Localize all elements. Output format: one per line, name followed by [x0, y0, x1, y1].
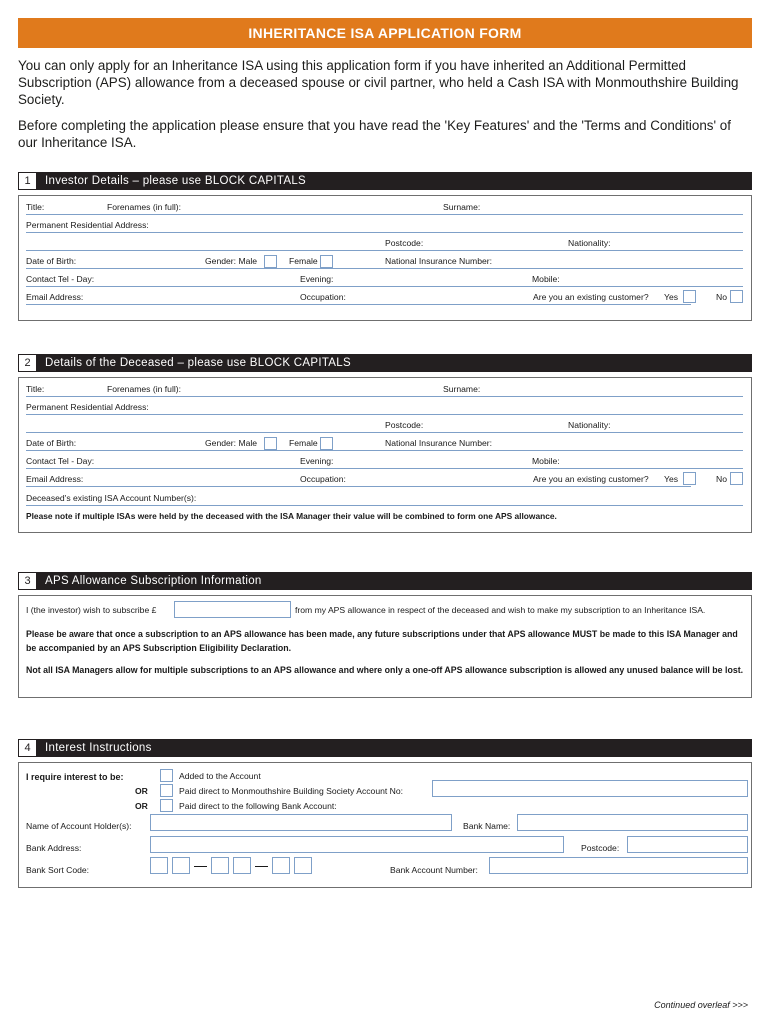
section-3-title: APS Allowance Subscription Information	[45, 575, 262, 587]
interest-instructions-box	[18, 762, 752, 888]
aps-multiple-subscription-note: Not all ISA Managers allow for multiple subscriptions to an APS allowance and where only a one-off APS allowance subscription is allowed any unused balance will be lost.	[26, 665, 744, 675]
investor-evening-label: Evening:	[300, 274, 334, 284]
deceased-male-checkbox[interactable]	[264, 437, 277, 450]
form-title: INHERITANCE ISA APPLICATION FORM	[18, 18, 752, 48]
interest-added-checkbox[interactable]	[160, 769, 173, 782]
deceased-email-line[interactable]	[26, 486, 691, 487]
bank-address-input[interactable]	[150, 836, 564, 853]
deceased-isa-account-label: Deceased's existing ISA Account Number(s):	[26, 493, 197, 503]
investor-address-line-2[interactable]	[26, 250, 743, 251]
deceased-forenames-label: Forenames (in full):	[107, 384, 182, 394]
deceased-no-label: No	[716, 474, 727, 484]
investor-postcode-label: Postcode:	[385, 238, 424, 248]
section-4-header	[18, 739, 752, 757]
investor-no-label: No	[716, 292, 727, 302]
sort-code-digit-6[interactable]	[294, 857, 312, 874]
bank-postcode-label: Postcode:	[581, 843, 620, 853]
deceased-address-line-2[interactable]	[26, 432, 743, 433]
bank-postcode-input[interactable]	[627, 836, 748, 853]
investor-yes-label: Yes	[664, 292, 679, 302]
deceased-ni-label: National Insurance Number:	[385, 438, 492, 448]
deceased-multiple-isa-note: Please note if multiple ISAs were held by the deceased with the ISA Manager their value will be combined to form one APS allowance.	[26, 511, 557, 521]
investor-email-line[interactable]	[26, 304, 691, 305]
account-holder-label: Name of Account Holder(s):	[26, 821, 132, 831]
deceased-nationality-label: Nationality:	[568, 420, 611, 430]
deceased-postcode-label: Postcode:	[385, 420, 424, 430]
section-3-number: 3	[18, 572, 37, 590]
deceased-title-label: Title:	[26, 384, 45, 394]
deceased-mobile-label: Mobile:	[532, 456, 560, 466]
continued-overleaf-text: Continued overleaf >>>	[654, 1000, 748, 1010]
deceased-surname-label: Surname:	[443, 384, 481, 394]
deceased-address-label: Permanent Residential Address:	[26, 402, 149, 412]
investor-address-label: Permanent Residential Address:	[26, 220, 149, 230]
sort-code-label: Bank Sort Code:	[26, 865, 90, 875]
investor-yes-checkbox[interactable]	[683, 290, 696, 303]
investor-gender-male-label: Gender: Male	[205, 256, 258, 266]
sort-code-separator-1	[194, 866, 207, 867]
aps-future-subscription-note: Please be aware that once a subscription to an APS allowance has been made, any future subscriptions under that APS allowance MUST be made to this ISA Manager and be accompanied by an APS Subscription Eligibility Declaration.	[26, 629, 738, 653]
bank-address-label: Bank Address:	[26, 843, 82, 853]
deceased-tel-line[interactable]	[26, 468, 743, 469]
deceased-female-checkbox[interactable]	[320, 437, 333, 450]
deceased-details-box	[18, 377, 752, 533]
sort-code-separator-2	[255, 866, 268, 867]
investor-surname-label: Surname:	[443, 202, 481, 212]
account-holder-input[interactable]	[150, 814, 452, 831]
deceased-name-line[interactable]	[26, 396, 743, 397]
interest-bank-checkbox[interactable]	[160, 799, 173, 812]
section-2-header	[18, 354, 752, 372]
intro-paragraph-1: You can only apply for an Inheritance ISA using this application form if you have inherited an Additional Permitted Subscription (APS) allowance from a deceased spouse or civil partner, who held a Cash ISA with Monmouthshire Building Society.	[18, 58, 739, 107]
investor-forenames-label: Forenames (in full):	[107, 202, 182, 212]
sort-code-digit-2[interactable]	[172, 857, 190, 874]
bank-name-label: Bank Name:	[463, 821, 511, 831]
investor-dob-line[interactable]	[26, 268, 743, 269]
investor-name-line[interactable]	[26, 214, 743, 215]
investor-no-checkbox[interactable]	[730, 290, 743, 303]
section-3-header	[18, 572, 752, 590]
deceased-female-label: Female	[289, 438, 318, 448]
deceased-yes-label: Yes	[664, 474, 679, 484]
deceased-email-label: Email Address:	[26, 474, 84, 484]
interest-mbs-checkbox[interactable]	[160, 784, 173, 797]
investor-address-line-1[interactable]	[26, 232, 743, 233]
investor-tel-line[interactable]	[26, 286, 743, 287]
require-interest-label: I require interest to be:	[26, 772, 124, 782]
deceased-gender-male-label: Gender: Male	[205, 438, 258, 448]
interest-bank-label: Paid direct to the following Bank Account:	[179, 801, 337, 811]
deceased-dob-line[interactable]	[26, 450, 743, 451]
section-1-title: Investor Details – please use BLOCK CAPITALS	[45, 175, 306, 187]
section-4-title: Interest Instructions	[45, 742, 152, 754]
subscribe-prefix-label: I (the investor) wish to subscribe £	[26, 605, 157, 615]
investor-ni-label: National Insurance Number:	[385, 256, 492, 266]
investor-mobile-label: Mobile:	[532, 274, 560, 284]
investor-title-label: Title:	[26, 202, 45, 212]
deceased-tel-day-label: Contact Tel - Day:	[26, 456, 95, 466]
investor-email-label: Email Address:	[26, 292, 84, 302]
deceased-isa-account-line[interactable]	[26, 505, 743, 506]
deceased-address-line-1[interactable]	[26, 414, 743, 415]
mbs-account-number-input[interactable]	[432, 780, 748, 797]
aps-subscription-box	[18, 595, 752, 698]
bank-account-number-label: Bank Account Number:	[390, 865, 478, 875]
investor-tel-day-label: Contact Tel - Day:	[26, 274, 95, 284]
subscribe-suffix-label: from my APS allowance in respect of the deceased and wish to make my subscription to an Inheritance ISA.	[295, 605, 706, 615]
investor-details-box	[18, 195, 752, 321]
investor-occupation-label: Occupation:	[300, 292, 346, 302]
intro-paragraph-2: Before completing the application please ensure that you have read the 'Key Features' and the 'Terms and Conditions' of our Inheritance ISA.	[18, 118, 731, 150]
sort-code-digit-1[interactable]	[150, 857, 168, 874]
subscription-amount-input[interactable]	[174, 601, 291, 618]
or-label-1: OR	[135, 786, 148, 796]
deceased-occupation-label: Occupation:	[300, 474, 346, 484]
deceased-evening-label: Evening:	[300, 456, 334, 466]
deceased-dob-label: Date of Birth:	[26, 438, 77, 448]
or-label-2: OR	[135, 801, 148, 811]
investor-nationality-label: Nationality:	[568, 238, 611, 248]
investor-female-checkbox[interactable]	[320, 255, 333, 268]
section-1-number: 1	[18, 172, 37, 190]
sort-code-digit-4[interactable]	[233, 857, 251, 874]
deceased-yes-checkbox[interactable]	[683, 472, 696, 485]
interest-mbs-label: Paid direct to Monmouthshire Building Society Account No:	[179, 786, 404, 796]
investor-dob-label: Date of Birth:	[26, 256, 77, 266]
deceased-no-checkbox[interactable]	[730, 472, 743, 485]
investor-male-checkbox[interactable]	[264, 255, 277, 268]
section-2-title: Details of the Deceased – please use BLOCK CAPITALS	[45, 357, 351, 369]
section-2-number: 2	[18, 354, 37, 372]
deceased-existing-label: Are you an existing customer?	[533, 474, 649, 484]
bank-account-number-input[interactable]	[489, 857, 748, 874]
sort-code-digit-5[interactable]	[272, 857, 290, 874]
section-1-header	[18, 172, 752, 190]
sort-code-digit-3[interactable]	[211, 857, 229, 874]
bank-name-input[interactable]	[517, 814, 748, 831]
interest-added-label: Added to the Account	[179, 771, 261, 781]
section-4-number: 4	[18, 739, 37, 757]
investor-female-label: Female	[289, 256, 318, 266]
investor-existing-label: Are you an existing customer?	[533, 292, 649, 302]
